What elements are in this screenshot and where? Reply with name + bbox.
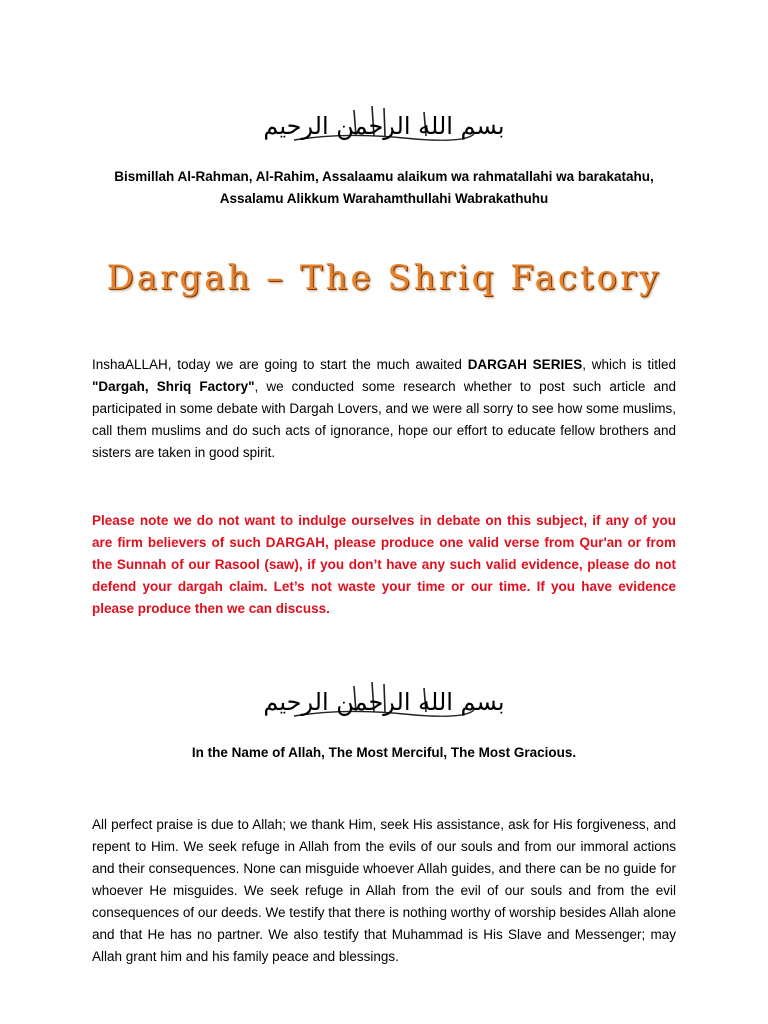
- calligraphy-image: [263, 96, 505, 156]
- greeting-block: [92, 166, 676, 210]
- page-title: Dargah – The Shriq Factory: [106, 258, 662, 298]
- series-title: "Dargah, Shriq Factory": [92, 379, 255, 394]
- dargah-series-label: DARGAH SERIES: [467, 357, 583, 372]
- greeting-line-2: Assalamu Alikkum Warahamthullahi Wabrakathuhu: [219, 191, 549, 206]
- praise-paragraph: All perfect praise is due to Allah; we thank Him, seek His assistance, ask for His forgiveness, and repent to Him. We seek refuge in Allah from the evils of our souls and from our immoral actions and their consequences. None can misguide whoever Allah guides, and there can be no guide for whoever He misguides. We seek refuge in Allah from the evil of our souls and from the evil consequences of our deeds. We testify that there is nothing worthy of worship besides Allah alone and that He has no partner. We also testify that Muhammad is His Slave and Messenger; may Allah grant him and his family peace and blessings.: [92, 817, 676, 964]
- intro-text-1: InshaALLAH, today we are going to start the much awaited: [92, 357, 468, 372]
- in-the-name-heading: In the Name of Allah, The Most Merciful, The Most Gracious.: [191, 745, 577, 760]
- greeting-line-1: Bismillah Al-Rahman, Al-Rahim, Assalaamu alaikum wa rahmatallahi wa barakatahu,: [114, 169, 654, 184]
- intro-text-3: , we conducted some research whether to post such article and participated in some debate with Dargah Lovers, and we were all sorry to see how some muslims, call them muslims and do such acts of ignorance, hope our effort to educate fellow brothers and sisters are taken in good spirit.: [92, 379, 676, 460]
- svg-text:بسم الله الرحمن الرحيم: بسم الله الرحمن الرحيم: [263, 112, 505, 140]
- intro-paragraph: [92, 354, 676, 464]
- intro-text-2: , which is titled: [582, 357, 676, 372]
- svg-text:بسم الله الرحمن الرحيم: بسم الله الرحمن الرحيم: [263, 688, 505, 716]
- notice-paragraph: Please note we do not want to indulge ourselves in debate on this subject, if any of you are firm believers of such DARGAH, please produce one valid verse from Qur'an or from the Sunnah of our Rasool (saw), if you don’t have any such valid evidence, please do not defend your dargah claim. Let’s not waste your time or our time. If you have evidence please produce then we can discuss.: [92, 513, 676, 616]
- bismillah-calligraphy: [263, 96, 505, 156]
- bismillah-calligraphy-2: [263, 672, 505, 732]
- calligraphy-image-2: [263, 672, 505, 732]
